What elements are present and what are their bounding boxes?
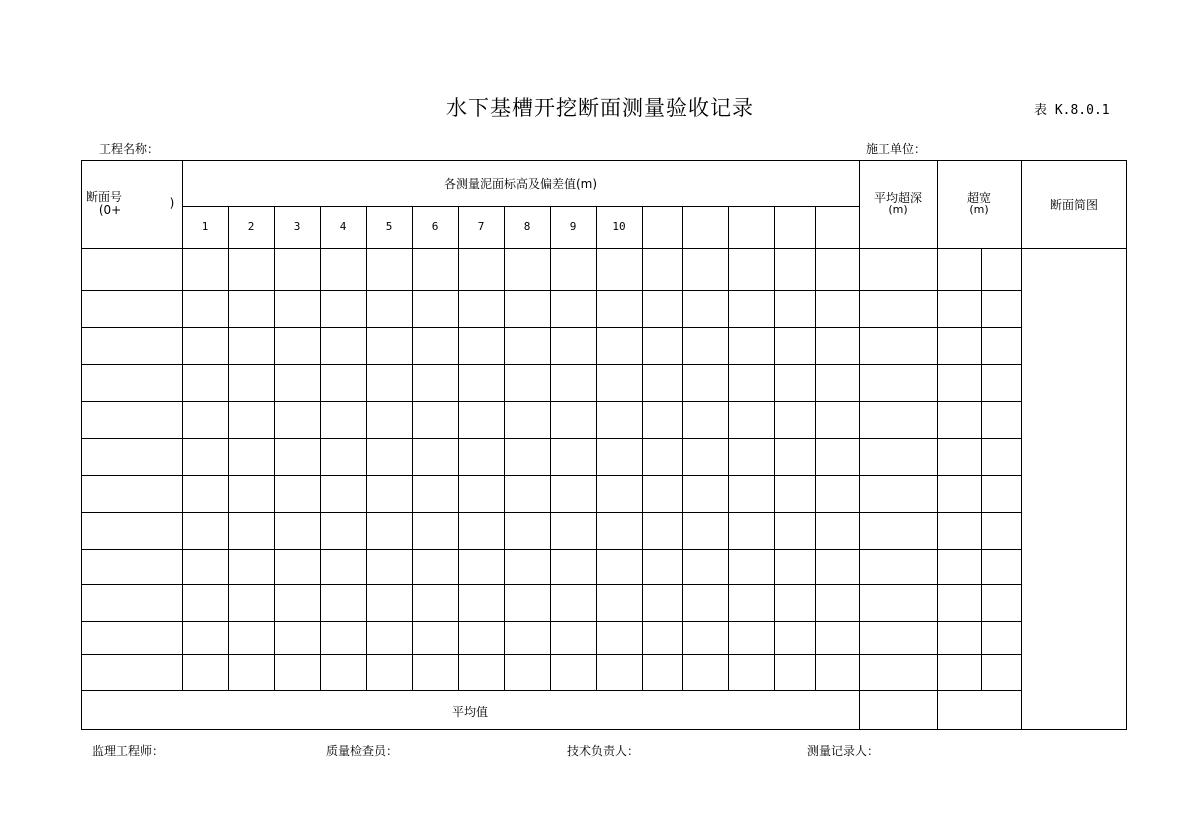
table-rule xyxy=(274,206,275,691)
table-rule xyxy=(815,206,816,691)
point-number: 2 xyxy=(247,220,255,233)
avg-over-depth-unit: (m) xyxy=(888,203,908,216)
table-row-rule xyxy=(81,512,1022,513)
point-number: 10 xyxy=(612,220,626,233)
table-row-rule xyxy=(81,549,1022,550)
survey-recorder-signature-label: 测量记录人： xyxy=(807,744,880,758)
table-border xyxy=(81,160,82,730)
supervisor-signature-label: 监理工程师： xyxy=(92,744,165,758)
table-row-rule xyxy=(81,654,1022,655)
table-rule xyxy=(366,206,367,691)
point-number: 3 xyxy=(293,220,301,233)
table-rule xyxy=(320,206,321,691)
average-row-label: 平均值 xyxy=(451,705,488,719)
table-rule xyxy=(937,160,938,730)
over-width-unit: (m) xyxy=(969,203,989,216)
table-row-rule xyxy=(81,584,1022,585)
point-number: 8 xyxy=(523,220,531,233)
table-rule xyxy=(728,206,729,691)
table-rule xyxy=(1021,160,1022,730)
page-title: 水下基槽开挖断面测量验收记录 xyxy=(446,96,754,120)
section-sketch-label: 断面简图 xyxy=(1049,198,1098,212)
table-row-rule xyxy=(81,438,1022,439)
table-rule xyxy=(182,206,860,207)
table-rule xyxy=(550,206,551,691)
table-rule xyxy=(981,248,982,691)
section-no-sub: (0+ xyxy=(98,203,122,217)
quality-inspector-signature-label: 质量检查员： xyxy=(326,744,399,758)
point-number: 1 xyxy=(201,220,209,233)
avg-over-depth-label: 平均超深 xyxy=(873,191,922,205)
table-rule xyxy=(458,206,459,691)
table-row-rule xyxy=(81,401,1022,402)
over-width-label: 超宽 xyxy=(966,191,991,205)
table-rule xyxy=(682,206,683,691)
section-no-close: ) xyxy=(169,196,175,210)
measure-header: 各测量泥面标高及偏差值(m) xyxy=(443,177,598,191)
table-rule xyxy=(182,160,183,691)
table-border xyxy=(81,160,1127,161)
point-number: 4 xyxy=(339,220,347,233)
table-rule xyxy=(859,160,860,730)
table-border xyxy=(1126,160,1127,730)
table-row-rule xyxy=(81,475,1022,476)
project-name-label: 工程名称： xyxy=(99,142,160,156)
section-no-label: 断面号 xyxy=(85,190,122,204)
table-rule xyxy=(81,248,1127,249)
table-row-rule xyxy=(81,690,1022,691)
table-rule xyxy=(774,206,775,691)
point-number: 5 xyxy=(385,220,393,233)
contractor-label: 施工单位： xyxy=(866,142,927,156)
table-rule xyxy=(504,206,505,691)
table-number: 表 K.8.0.1 xyxy=(1034,103,1110,118)
technical-lead-signature-label: 技术负责人： xyxy=(567,744,640,758)
table-row-rule xyxy=(81,621,1022,622)
table-rule xyxy=(228,206,229,691)
table-row-rule xyxy=(81,364,1022,365)
point-number: 7 xyxy=(477,220,485,233)
table-row-rule xyxy=(81,327,1022,328)
table-rule xyxy=(596,206,597,691)
table-row-rule xyxy=(81,290,1022,291)
table-rule xyxy=(642,206,643,691)
table-rule xyxy=(412,206,413,691)
point-number: 9 xyxy=(569,220,577,233)
table-border xyxy=(81,729,1127,730)
point-number: 6 xyxy=(431,220,439,233)
